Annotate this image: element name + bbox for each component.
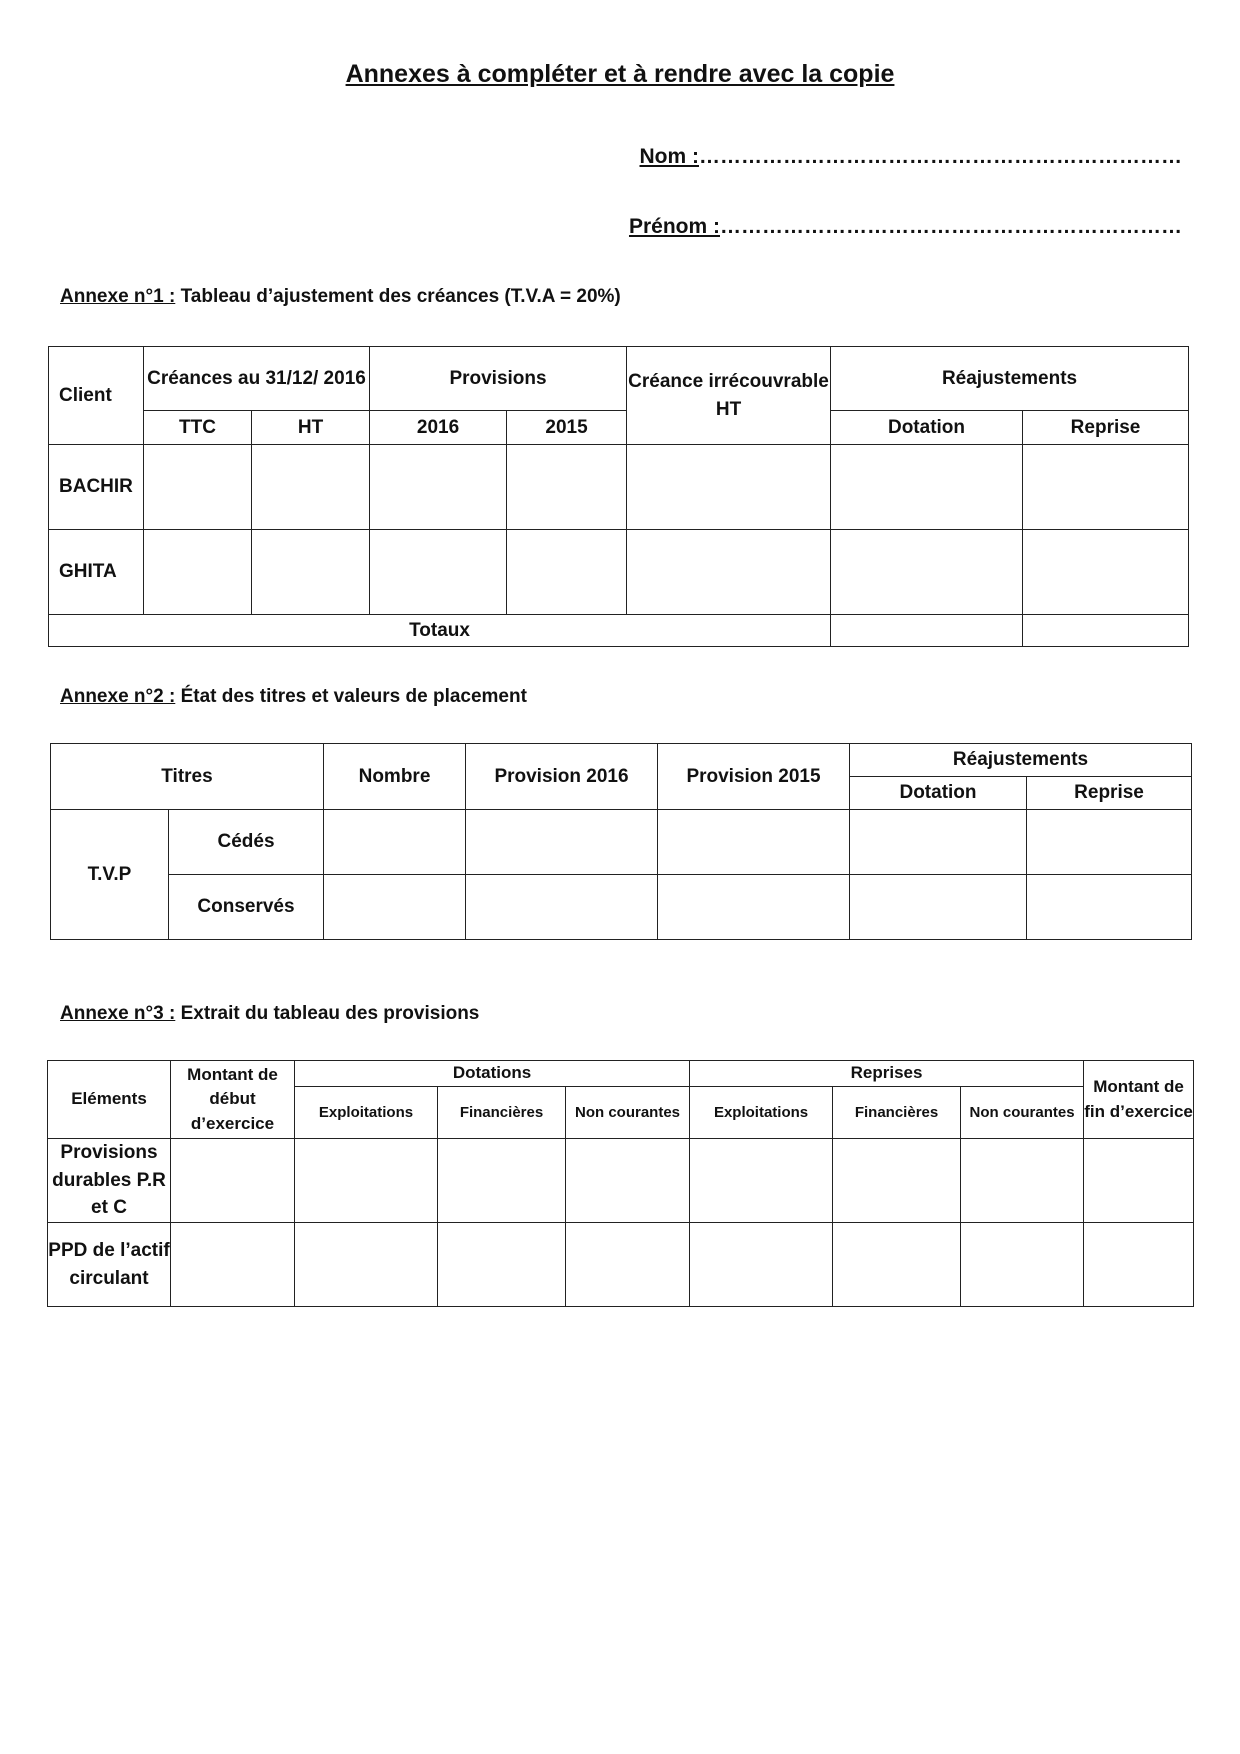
elements-header: Eléments — [48, 1061, 171, 1139]
dotation-header: Dotation — [831, 411, 1023, 445]
input-cell[interactable] — [252, 530, 370, 615]
dotation-header: Dotation — [850, 777, 1027, 810]
prenom-dots: ………………………………………………………… — [720, 215, 1182, 238]
row-label: Cédés — [169, 810, 324, 875]
client-name: GHITA — [49, 530, 144, 615]
row-label: Provisions durables P.R et C — [48, 1139, 171, 1223]
row-label: Conservés — [169, 875, 324, 940]
nom-dots: …………………………………………………………… — [699, 145, 1182, 168]
client-name: BACHIR — [49, 445, 144, 530]
client-header: Client — [49, 347, 144, 445]
input-cell[interactable] — [831, 615, 1023, 647]
input-cell[interactable] — [1023, 445, 1189, 530]
input-cell[interactable] — [1023, 615, 1189, 647]
input-cell[interactable] — [144, 445, 252, 530]
input-cell[interactable] — [295, 1139, 438, 1223]
reajustements-header: Réajustements — [831, 347, 1189, 411]
creances-header: Créances au 31/12/ 2016 — [144, 347, 370, 411]
table-row — [51, 875, 1192, 940]
input-cell[interactable] — [295, 1223, 438, 1307]
input-cell[interactable] — [466, 810, 658, 875]
input-cell[interactable] — [1027, 875, 1192, 940]
tvp-label: T.V.P — [51, 810, 169, 940]
nombre-header: Nombre — [324, 744, 466, 810]
input-cell[interactable] — [171, 1139, 295, 1223]
table-row — [49, 530, 1189, 615]
reprise-header: Reprise — [1023, 411, 1189, 445]
annexe2-label: Annexe n°2 : — [60, 686, 176, 707]
table-row — [48, 1223, 1194, 1307]
input-cell[interactable] — [507, 530, 627, 615]
provision-2016-header: Provision 2016 — [466, 744, 658, 810]
table-row — [51, 810, 1192, 875]
montant-debut-header: Montant de début d’exercice — [171, 1061, 295, 1139]
dotations-financieres-header: Financières — [438, 1087, 566, 1139]
reprises-non-courantes-header: Non courantes — [961, 1087, 1084, 1139]
input-cell[interactable] — [690, 1223, 833, 1307]
input-cell[interactable] — [171, 1223, 295, 1307]
input-cell[interactable] — [658, 810, 850, 875]
input-cell[interactable] — [438, 1223, 566, 1307]
input-cell[interactable] — [370, 530, 507, 615]
input-cell[interactable] — [833, 1139, 961, 1223]
input-cell[interactable] — [507, 445, 627, 530]
annexe2-title: État des titres et valeurs de placement — [175, 686, 527, 707]
annexe3-table — [47, 1060, 1194, 1307]
year-2016-header: 2016 — [370, 411, 507, 445]
input-cell[interactable] — [833, 1223, 961, 1307]
input-cell[interactable] — [690, 1139, 833, 1223]
input-cell[interactable] — [1084, 1139, 1194, 1223]
input-cell[interactable] — [1084, 1223, 1194, 1307]
input-cell[interactable] — [831, 530, 1023, 615]
input-cell[interactable] — [831, 445, 1023, 530]
annexe2-table — [50, 743, 1192, 940]
nom-label: Nom : — [639, 145, 699, 168]
dotations-non-courantes-header: Non courantes — [566, 1087, 690, 1139]
input-cell[interactable] — [566, 1139, 690, 1223]
nom-field[interactable] — [640, 145, 1183, 169]
reprises-header: Reprises — [690, 1061, 1084, 1087]
input-cell[interactable] — [1023, 530, 1189, 615]
reajustements-header: Réajustements — [850, 744, 1192, 777]
annexe1-table — [48, 346, 1189, 647]
prenom-label: Prénom : — [628, 215, 720, 238]
ht-header: HT — [252, 411, 370, 445]
input-cell[interactable] — [144, 530, 252, 615]
dotations-header: Dotations — [295, 1061, 690, 1087]
reprises-financieres-header: Financières — [833, 1087, 961, 1139]
row-label: PPD de l’actif circulant — [48, 1223, 171, 1307]
input-cell[interactable] — [961, 1139, 1084, 1223]
creance-irrecouvrable-header: Créance irrécouvrable HT — [627, 347, 831, 445]
annexe1-heading — [60, 286, 621, 308]
input-cell[interactable] — [324, 875, 466, 940]
input-cell[interactable] — [370, 445, 507, 530]
annexe1-label: Annexe n°1 : — [60, 286, 176, 307]
dotations-exploitations-header: Exploitations — [295, 1087, 438, 1139]
provisions-header: Provisions — [370, 347, 627, 411]
input-cell[interactable] — [1027, 810, 1192, 875]
annexe3-title: Extrait du tableau des provisions — [175, 1003, 480, 1024]
table-row — [48, 1139, 1194, 1223]
reprises-exploitations-header: Exploitations — [690, 1087, 833, 1139]
provision-2015-header: Provision 2015 — [658, 744, 850, 810]
annexe2-heading — [60, 686, 527, 708]
input-cell[interactable] — [466, 875, 658, 940]
input-cell[interactable] — [627, 530, 831, 615]
ttc-header: TTC — [144, 411, 252, 445]
page-title: Annexes à compléter et à rendre avec la copie — [345, 60, 895, 88]
input-cell[interactable] — [438, 1139, 566, 1223]
input-cell[interactable] — [658, 875, 850, 940]
input-cell[interactable] — [850, 875, 1027, 940]
montant-fin-header: Montant de fin d’exercice — [1084, 1061, 1194, 1139]
input-cell[interactable] — [627, 445, 831, 530]
table-row — [49, 445, 1189, 530]
input-cell[interactable] — [850, 810, 1027, 875]
annexe3-heading — [60, 1003, 479, 1025]
input-cell[interactable] — [324, 810, 466, 875]
prenom-field[interactable] — [629, 215, 1182, 239]
reprise-header: Reprise — [1027, 777, 1192, 810]
annexe3-label: Annexe n°3 : — [60, 1003, 176, 1024]
input-cell[interactable] — [961, 1223, 1084, 1307]
titres-header: Titres — [51, 744, 324, 810]
input-cell[interactable] — [252, 445, 370, 530]
totaux-label: Totaux — [49, 615, 831, 647]
totaux-row — [49, 615, 1189, 647]
input-cell[interactable] — [566, 1223, 690, 1307]
year-2015-header: 2015 — [507, 411, 627, 445]
annexe1-title: Tableau d’ajustement des créances (T.V.A = 20%) — [175, 286, 621, 307]
